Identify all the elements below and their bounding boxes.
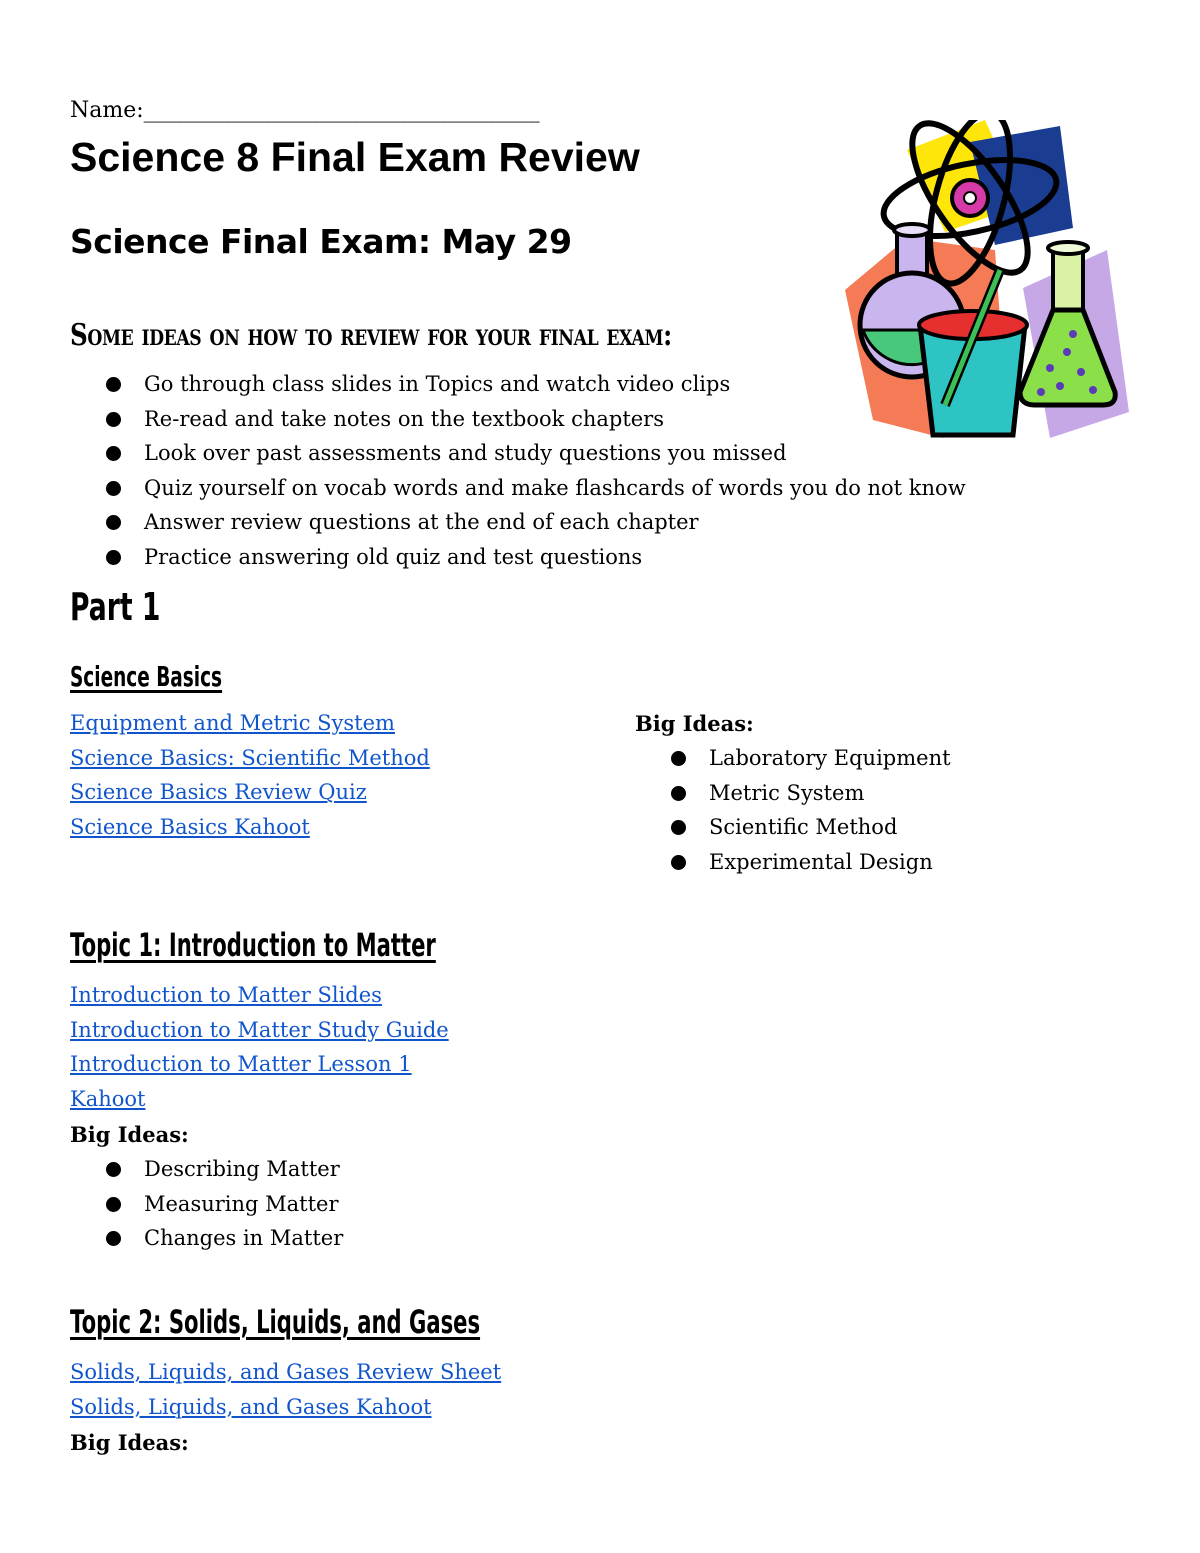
science-basics-links [70, 706, 430, 844]
list-item: Changes in Matter [106, 1221, 343, 1256]
link-matter-kahoot[interactable]: Kahoot [70, 1086, 146, 1111]
review-ideas-heading: Some ideas on how to review for your final exam: [70, 318, 672, 353]
list-item: Go through class slides in Topics and watch video clips [106, 367, 966, 402]
name-field-line: Name:____________________________________ [70, 98, 540, 123]
list-item: Laboratory Equipment [671, 741, 951, 776]
link-slg-review-sheet[interactable]: Solids, Liquids, and Gases Review Sheet [70, 1360, 502, 1384]
list-item: Practice answering old quiz and test questions [106, 540, 966, 575]
big-ideas-label: Big Ideas: [70, 1430, 189, 1455]
list-item: Look over past assessments and study questions you missed [106, 436, 966, 471]
link-scientific-method[interactable]: Science Basics: Scientific Method [70, 745, 430, 770]
list-item: Re-read and take notes on the textbook chapters [106, 402, 966, 437]
science-basics-heading: Science Basics [70, 660, 223, 693]
list-item: Answer review questions at the end of each chapter [106, 505, 966, 540]
topic2-heading: Topic 2: Solids, Liquids, and Gases [70, 1303, 481, 1341]
page-title: Science 8 Final Exam Review [70, 134, 640, 180]
list-item: Scientific Method [671, 810, 951, 845]
list-item: Measuring Matter [106, 1187, 343, 1222]
list-item: Metric System [671, 776, 951, 811]
link-slg-kahoot[interactable]: Solids, Liquids, and Gases Kahoot [70, 1394, 432, 1419]
topic2-links [70, 1355, 501, 1424]
link-matter-lesson1[interactable]: Introduction to Matter Lesson 1 [70, 1052, 412, 1077]
part-heading: Part 1 [70, 585, 161, 629]
link-equipment-metric[interactable]: Equipment and Metric System [70, 711, 395, 735]
exam-date-heading: Science Final Exam: May 29 [70, 222, 572, 261]
list-item: Quiz yourself on vocab words and make flashcards of words you do not know [106, 471, 966, 506]
topic1-links [70, 978, 449, 1116]
review-ideas-list [106, 367, 966, 575]
list-item: Experimental Design [671, 845, 951, 880]
link-basics-kahoot[interactable]: Science Basics Kahoot [70, 814, 310, 839]
topic1-big-ideas [106, 1152, 343, 1256]
big-ideas-label: Big Ideas: [635, 711, 754, 736]
list-item: Describing Matter [106, 1152, 343, 1187]
big-ideas-label: Big Ideas: [70, 1122, 189, 1147]
topic1-heading: Topic 1: Introduction to Matter [70, 926, 436, 964]
science-basics-big-ideas [671, 741, 951, 879]
link-matter-study-guide[interactable]: Introduction to Matter Study Guide [70, 1017, 449, 1042]
link-basics-review-quiz[interactable]: Science Basics Review Quiz [70, 780, 367, 805]
link-matter-slides[interactable]: Introduction to Matter Slides [70, 983, 382, 1007]
